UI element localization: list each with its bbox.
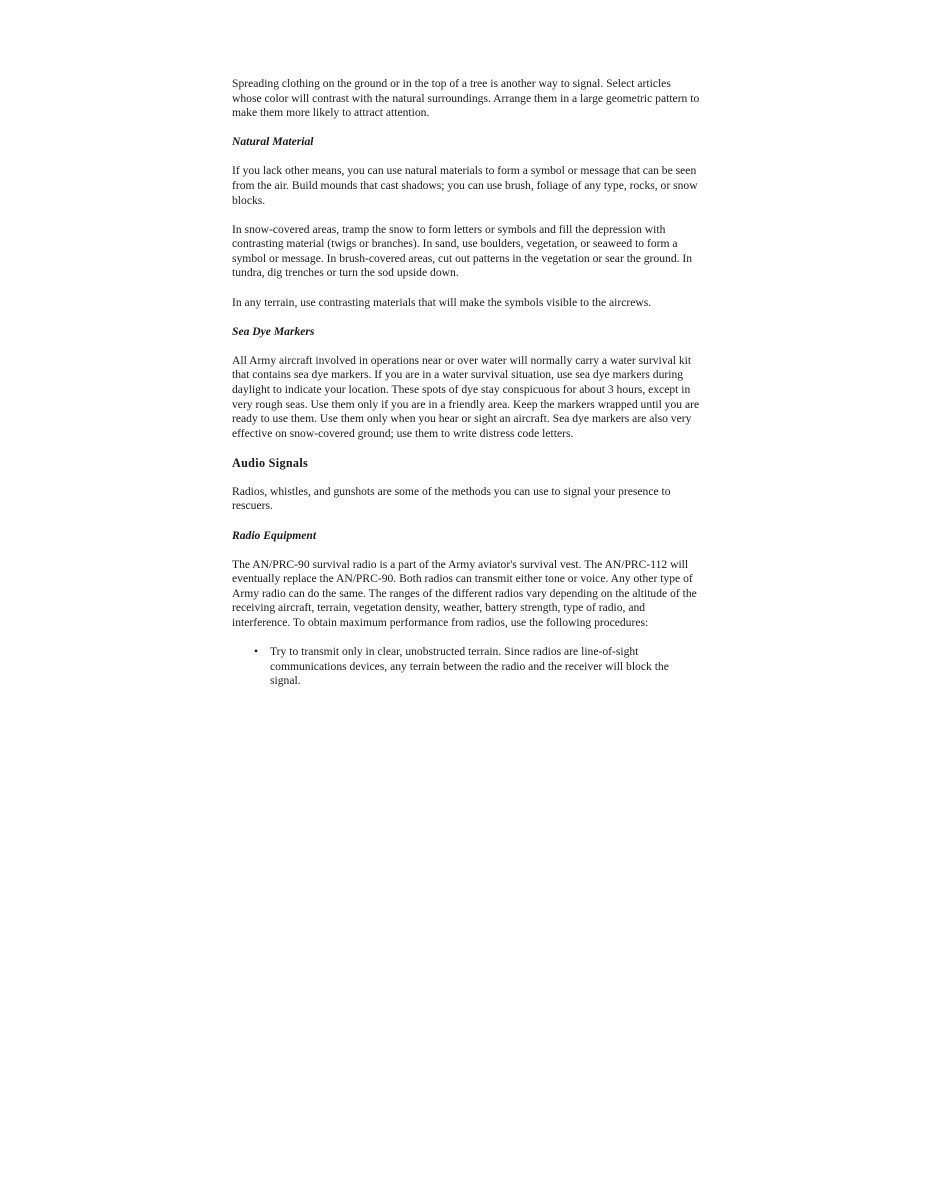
intro-paragraph: Spreading clothing on the ground or in the top of a tree is another way to signal. Select articles whose color will contrast with the natural surroundings. Arrange them in a large geometric pattern to make them more likely to attract attention. bbox=[232, 77, 700, 120]
list-item-text: Try to transmit only in clear, unobstructed terrain. Since radios are line-of-sight communications devices, any terrain between the radio and the receiver will block the signal. bbox=[270, 645, 669, 688]
natural-material-paragraph: In snow-covered areas, tramp the snow to form letters or symbols and fill the depression with contrasting material (twigs or branches). In sand, use boulders, vegetation, or seaweed to form a symbol or message. In brush-covered areas, cut out patterns in the vegetation or sear the ground. In tundra, dig trenches or turn the sod upside down. bbox=[232, 222, 693, 280]
bullet-icon: • bbox=[254, 645, 259, 659]
sea-dye-markers-heading: Sea Dye Markers bbox=[232, 324, 315, 338]
radio-procedures-list bbox=[232, 645, 702, 689]
audio-signals-paragraph: Radios, whistles, and gunshots are some of the methods you can use to signal your presence to rescuers. bbox=[232, 484, 671, 513]
audio-signals-heading: Audio Signals bbox=[232, 455, 309, 470]
natural-material-heading: Natural Material bbox=[232, 135, 314, 149]
natural-material-paragraph: In any terrain, use contrasting materials that will make the symbols visible to the aircrews. bbox=[232, 295, 652, 309]
radio-equipment-paragraph: The AN/PRC-90 survival radio is a part of the Army aviator's survival vest. The AN/PRC-112 will eventually replace the AN/PRC-90. Both radios can transmit either tone or voice. Any other type of Army radio can do the same. The ranges of the different radios vary depending on the altitude of the receiving aircraft, terrain, vegetation density, weather, battery strength, type of radio, and interference. To obtain maximum performance from radios, use the following procedures: bbox=[232, 557, 697, 630]
radio-equipment-heading: Radio Equipment bbox=[232, 528, 317, 542]
list-item bbox=[254, 645, 702, 689]
natural-material-paragraph: If you lack other means, you can use natural materials to form a symbol or message that can be seen from the air. Build mounds that cast shadows; you can use brush, foliage of any type, rocks, or snow blocks. bbox=[232, 164, 698, 207]
document-page bbox=[232, 77, 702, 689]
sea-dye-markers-paragraph: All Army aircraft involved in operations near or over water will normally carry a water survival kit that contains sea dye markers. If you are in a water survival situation, use sea dye markers during daylight to indicate your location. These spots of dye stay conspicuous for about 3 hours, except in very rough seas. Use them only if you are in a friendly area. Keep the markers wrapped until you are ready to use them. Use them only when you hear or sight an aircraft. Sea dye markers are also very effective on snow-covered ground; use them to write distress code letters. bbox=[232, 353, 700, 440]
